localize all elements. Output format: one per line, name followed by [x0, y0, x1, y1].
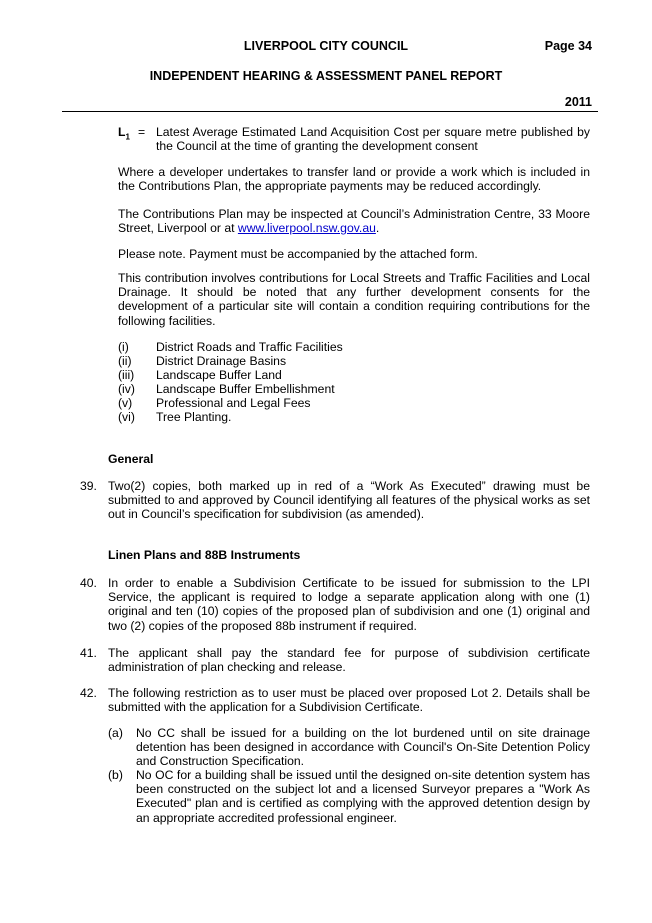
list-item-number: (v) — [118, 396, 133, 410]
contribution-paragraph: This contribution involves contributions for Local Streets and Traffic Facilities and Local Drainage. It should be noted that any further development consents for the development of a particular site will contain a condition requiring contributions for the following facilities. — [118, 271, 590, 328]
l1-equals: = — [138, 125, 146, 139]
condition-39-number: 39. — [80, 479, 97, 493]
list-item-number: (vi) — [118, 410, 135, 424]
inspect-end: . — [375, 221, 380, 236]
list-item-text: Professional and Legal Fees — [156, 396, 311, 410]
restriction-a-number: (a) — [108, 726, 123, 740]
condition-42-number: 42. — [80, 686, 97, 700]
condition-41-text: The applicant shall pay the standard fee for purpose of subdivision certificate administration of plan checking and release. — [108, 646, 590, 675]
l1-subscript: 1 — [125, 132, 130, 142]
payment-note: Please note. Payment must be accompanied by the attached form. — [118, 247, 478, 261]
condition-39-text: Two(2) copies, both marked up in red of a “Work As Executed” drawing must be submitted to and approved by Council identifying all features of the physical works as set out in Council’s specification for subdivision (as amended). — [108, 479, 590, 522]
list-item-number: (ii) — [118, 354, 132, 368]
restriction-b-number: (b) — [108, 768, 123, 782]
council-name: LIVERPOOL CITY COUNCIL — [243, 39, 409, 53]
list-item-text: Tree Planting. — [156, 410, 232, 424]
restriction-b-text: No OC for a building shall be issued until the designed on-site detention system has been constructed on the subject lot and a licensed Surveyor prepares a "Work As Executed" plan and is certified as complying with the approved detention design by an appropriate accredited professional engineer. — [136, 768, 590, 825]
condition-40-number: 40. — [80, 576, 97, 590]
list-item-number: (iii) — [118, 368, 135, 382]
page-number: Page 34 — [544, 39, 592, 53]
header-divider — [62, 111, 598, 112]
report-title: INDEPENDENT HEARING & ASSESSMENT PANEL REPORT — [149, 69, 503, 83]
list-item-text: District Drainage Basins — [156, 354, 287, 368]
condition-40-text: In order to enable a Subdivision Certificate to be issued for submission to the LPI Service, the applicant is required to lodge a separate application along with one (1) original and ten (10) copies of the proposed plan of subdivision and one (1) original and two (2) copies of the proposed 88b instrument if required. — [108, 576, 590, 633]
report-year: 2011 — [564, 95, 592, 109]
list-item-text: Landscape Buffer Land — [156, 368, 282, 382]
list-item-text: Landscape Buffer Embellishment — [156, 382, 335, 396]
inspect-paragraph — [118, 207, 590, 235]
council-website-link[interactable]: www.liverpool.nsw.gov.au — [237, 221, 376, 236]
general-heading: General — [108, 452, 154, 466]
list-item-text: District Roads and Traffic Facilities — [156, 340, 343, 354]
condition-41-number: 41. — [80, 646, 97, 660]
l1-symbol: $L_1$ — [118, 125, 130, 142]
list-item-number: (i) — [118, 340, 129, 354]
linen-plans-heading: Linen Plans and 88B Instruments — [108, 548, 301, 562]
list-item-number: (iv) — [118, 382, 135, 396]
inspect-text: The Contributions Plan may be inspected at Council’s Administration Centre, 33 Moore Street, Liverpool or at — [118, 207, 590, 236]
transfer-paragraph: Where a developer undertakes to transfer land or provide a work which is included in the Contributions Plan, the appropriate payments may be reduced accordingly. — [118, 165, 590, 194]
condition-42-text: The following restriction as to user must be placed over proposed Lot 2. Details shall be submitted with the application for a Subdivision Certificate. — [108, 686, 590, 715]
restriction-a-text: No CC shall be issued for a building on the lot burdened until on site drainage detention has been designed in accordance with Council's On-Site Detention Policy and Construction Specification. — [136, 726, 590, 769]
l1-definition-text: Latest Average Estimated Land Acquisition Cost per square metre published by the Council at the time of granting the development consent — [156, 125, 590, 154]
